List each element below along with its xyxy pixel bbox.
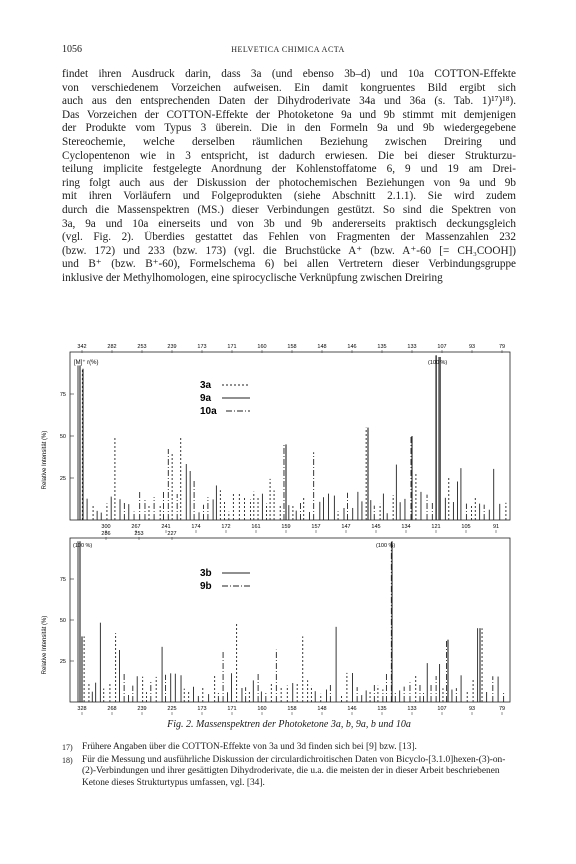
footnote-mark: 18) [62, 755, 73, 765]
legend-label-9b: 9b [200, 581, 212, 592]
body-line: (vgl. Fig. 2). Überdies gestattet das Fehlen von Fragmenten der Massenzahlen 232 [62, 231, 516, 244]
mass-label: 148 [317, 344, 327, 350]
footnote-mark: 17) [62, 743, 73, 752]
body-line: (bzw. 172) und 233 (bzw. 173) (vgl. die Bruchstücke A⁺ (bzw. A⁺-60 [= CH₃COOH]) [62, 244, 516, 257]
bottom-peak-marker-right: (100 %) [376, 543, 396, 549]
footnote-text: Frühere Angaben über die COTTON-Effekte von 3a und 3d finden sich bei [9] bzw. [13]. [82, 742, 417, 752]
y-tick-label: 75 [59, 577, 66, 583]
mass-label: 227 [167, 531, 177, 537]
mass-label: 300 [101, 524, 111, 530]
mass-label: 147 [341, 524, 351, 530]
top-panel-y-ticks [60, 392, 74, 482]
footnotes [62, 742, 516, 790]
y-tick-label: 25 [59, 659, 66, 665]
body-line: durch die Massenspektren (MS.) dieser Verbindungen gestützt. So sind die Spektren von [62, 203, 516, 216]
y-axis-label-bottom: Relative Intensität (%) [42, 615, 48, 675]
legend-label-3a: 3a [200, 380, 212, 391]
y-axis-label-top: Relative Intensität (%) [42, 430, 48, 490]
body-line: Cyclopentenon wie in 3 entspricht, ist dadurch erwiesen. Die bei dieser Strukturzu- [62, 149, 516, 162]
mass-label: 241 [161, 524, 171, 530]
footnote [62, 755, 516, 790]
body-line: auch aus den entsprechenden Daten der Dihydroderivate 34a und 36a (s. Tab. 1)¹⁷)¹⁸). [62, 95, 516, 108]
legend-label-3b: 3b [200, 568, 212, 579]
mass-label: 239 [167, 344, 177, 350]
mass-label: 267 [131, 524, 141, 530]
y-tick-label: 50 [59, 618, 66, 624]
mass-label: 157 [311, 524, 321, 530]
footnote-text: Für die Messung und ausführliche Diskussion der circulardichroitischen Daten von Bicyclo-[3.1.0]hexen-(3)-on-(2)-Verbindungen und ihrer gesättigten Dihydroderivate, die u.a. die meisten der in dieser Arbeit beschriebenen Ketone dieses Strukturtypus umfassen, vgl. [34]. [82, 754, 506, 788]
y-tick-label: 25 [59, 476, 66, 482]
page-number: 1056 [62, 44, 82, 55]
top-panel-lower-mass-labels [101, 524, 499, 540]
mass-label: 146 [347, 706, 357, 712]
y-tick-label: 75 [59, 392, 66, 398]
mass-label: 105 [461, 524, 471, 530]
page-header [62, 44, 514, 56]
bottom-peak-marker-left: (100 %) [73, 543, 93, 549]
footnote [62, 742, 516, 754]
mass-label: 133 [407, 344, 417, 350]
mass-label: 93 [468, 706, 476, 712]
top-panel-peaks [78, 355, 506, 520]
mass-label: 107 [437, 706, 447, 712]
bottom-panel-mass-labels [77, 706, 505, 715]
body-line: Das Vorzeichen der COTTON-Effekte der Photoketone 9a und 9b stimmt mit demjenigen [62, 108, 516, 121]
legend-label-9a: 9a [200, 393, 212, 404]
mass-label: 134 [401, 524, 411, 530]
mass-label: 91 [492, 524, 500, 530]
mass-label: 79 [498, 344, 506, 350]
bottom-panel-y-ticks [60, 577, 74, 665]
body-line: findet ihren Ausdruck darin, dass 3a (und ebenso 3b–d) und 10a COTTON-Effekte [62, 68, 516, 80]
bottom-panel-peaks [78, 541, 504, 702]
mass-label: 158 [287, 706, 297, 712]
figure-caption-text: Fig. 2. Massenspektren der Photoketone 3a, b, 9a, b und 10a [167, 719, 411, 730]
body-line: 3a, 9a und 10a einerseits und von 3b und 9b andererseits praktisch deckungsgleich [62, 217, 516, 230]
mass-label: 135 [377, 706, 387, 712]
mass-label: 171 [227, 706, 237, 712]
mass-label: 133 [407, 706, 417, 712]
mass-label: 171 [227, 344, 237, 350]
mass-label: 342 [77, 344, 87, 350]
body-line: inklusive der Methylhomologen, eine spirocyclische Verknüpfung zwischen Dreiring [62, 271, 443, 284]
journal-title: HELVETICA CHIMICA ACTA [231, 45, 345, 54]
mass-label: 268 [107, 706, 117, 712]
body-line: und B⁺ (bzw. B⁺-60), Formelschema 6) bei allen Vertretern dieser Verbindungsgruppe [62, 258, 516, 271]
mass-label: 239 [137, 706, 147, 712]
mass-label: 148 [317, 706, 327, 712]
top-legend [200, 380, 250, 417]
mass-label: 253 [134, 531, 144, 537]
mass-label: 282 [107, 344, 117, 350]
mass-label: 79 [498, 706, 506, 712]
mass-label: 173 [197, 706, 207, 712]
mass-label: 172 [221, 524, 231, 530]
mass-label: 161 [251, 524, 261, 530]
mass-label: 173 [197, 344, 207, 350]
body-line: teilung implicite festgelegte Anordnung der Kohlenstoffatome 6, 9 und 19 am Drei- [62, 163, 516, 176]
mass-label: 286 [101, 531, 111, 537]
legend-label-10a: 10a [200, 406, 217, 417]
top-panel-frame [70, 352, 510, 520]
mass-label: 146 [347, 344, 357, 350]
mass-label: 160 [257, 706, 267, 712]
mass-label: 107 [437, 344, 447, 350]
body-line: der Produkte vom Typus 3 überein. Die in den Formeln 9a und 9b wiedergegebene [62, 122, 516, 135]
mass-label: 158 [287, 344, 297, 350]
mass-label: 174 [191, 524, 201, 530]
body-line: ring folgt auch aus der Diskussion der photochemischen Beziehungen von 9a und 9b [62, 176, 516, 189]
mass-label: 225 [167, 706, 177, 712]
mass-label: 160 [257, 344, 267, 350]
body-line: mit ihren Vorläufern und Folgeprodukten (siehe Abschnitt 2.1.1). Sie wird zudem [62, 190, 516, 203]
body-text [62, 68, 516, 286]
mass-label: 253 [137, 344, 147, 350]
mass-label: 328 [77, 706, 87, 712]
mass-label: 135 [377, 344, 387, 350]
bottom-panel-frame [70, 538, 510, 702]
figure-caption [62, 719, 516, 730]
body-line: Stereochemie, welche derselben räumlichen Beziehung zwischen Dreiring und [62, 135, 516, 148]
mass-label: 145 [371, 524, 381, 530]
body-line: von verschiedenem Vorzeichen aufweisen. Ein damit kongruentes Bild ergibt sich [62, 81, 516, 94]
mass-label: 159 [281, 524, 291, 530]
bottom-legend [200, 568, 250, 592]
top-peak-marker: (100 %) [428, 360, 448, 366]
mass-label: 93 [468, 344, 476, 350]
y-tick-label: 50 [59, 434, 66, 440]
mass-spectra-figure [40, 340, 540, 715]
top-corner-label: [M]⁺ r(%) [74, 360, 99, 366]
mass-label: 121 [431, 524, 441, 530]
